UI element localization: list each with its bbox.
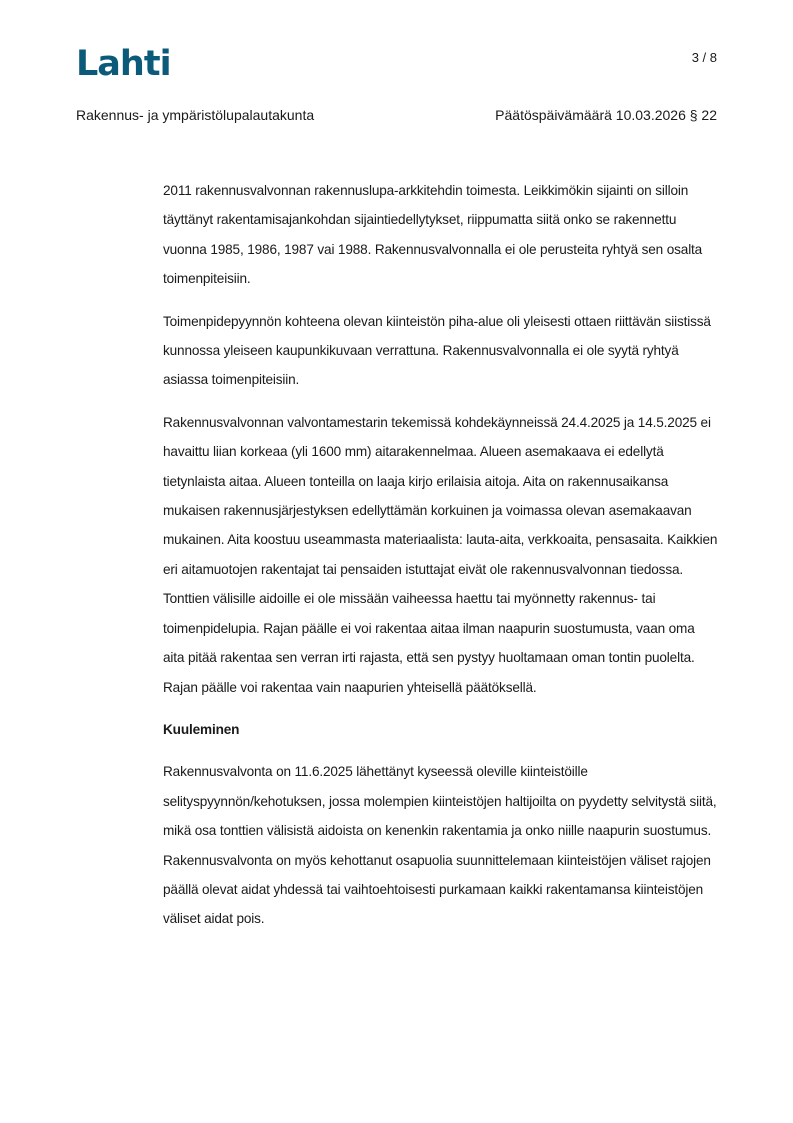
decision-date: Päätöspäivämäärä 10.03.2026 § 22 [495, 107, 717, 123]
paragraph-2: Toimenpidepyynnön kohteena olevan kiinteistön piha-alue oli yleisesti ottaen riittävän siistissä kunnossa yleiseen kaupunkikuvaan verrattuna. Rakennusvalvonnalla ei ole syytä ryhtyä asiassa toimenpiteisiin. [163, 313, 711, 388]
paragraph-1: 2011 rakennusvalvonnan rakennuslupa-arkkitehdin toimesta. Leikkimökin sijainti on silloin täyttänyt rakentamisajankohdan sijaintiedellytykset, riippumatta siitä onko se rakennettu vuonna 1985, 1986, 1987 vai 1988. Rakennusvalvonnalla ei ole perusteita ryhtyä sen osalta toimenpiteisiin. [163, 183, 703, 287]
section-paragraph: Rakennusvalvonta on 11.6.2025 lähettänyt kyseessä oleville kiinteistöille selityspyynnön/kehotuksen, jossa molempien kiinteistöjen haltijoilta on pyydetty selvitystä siitä, mikä osa tonttien välisistä aidoista on kenenkin rakentamia ja onko niille naapurin suostumus. Rakennusvalvonta on myös kehottanut osapuolia suunnittelemaan kiinteistöjen väliset rajojen päällä olevat aidat yhdessä tai vaihtoehtoisesti purkamaan kaikki rakentamansa kiinteistöjen väliset aidat pois. [163, 764, 717, 927]
lahti-logo: Lahti [76, 44, 171, 84]
document-body [163, 176, 719, 947]
paragraph-3: Rakennusvalvonnan valvontamestarin tekemissä kohdekäynneissä 24.4.2025 ja 14.5.2025 ei havaittu liian korkeaa (yli 1600 mm) aitarakennelmaa. Alueen asemakaava ei edellytä tietynlaista aitaa. Alueen tonteilla on laaja kirjo erilaisia aitoja. Aita on rakennusaikansa mukaisen rakennusjärjestyksen edellyttämän korkuinen ja voimassa olevan asemakaavan mukainen. Aita koostuu useammasta materiaalista: lauta-aita, verkkoaita, pensasaita. Kaikkien eri aitamuotojen rakentajat tai pensaiden istuttajat eivät ole rakennusvalvonnan tiedossa. Tonttien välisille aidoille ei ole missään vaiheessa haettu tai myönnetty rakennus- tai toimenpidelupia. Rajan päälle ei voi rakentaa aitaa ilman naapurin suostumusta, vaan oma aita pitää rakentaa sen verran irti rajasta, että sen pystyy huoltamaan oman tontin puolelta. Rajan päälle voi rakentaa vain naapurien yhteisellä päätöksellä. [163, 414, 718, 695]
section-heading: Kuuleminen [163, 721, 240, 737]
page-number: 3 / 8 [691, 50, 717, 65]
organization-name: Rakennus- ja ympäristölupalautakunta [76, 107, 315, 123]
